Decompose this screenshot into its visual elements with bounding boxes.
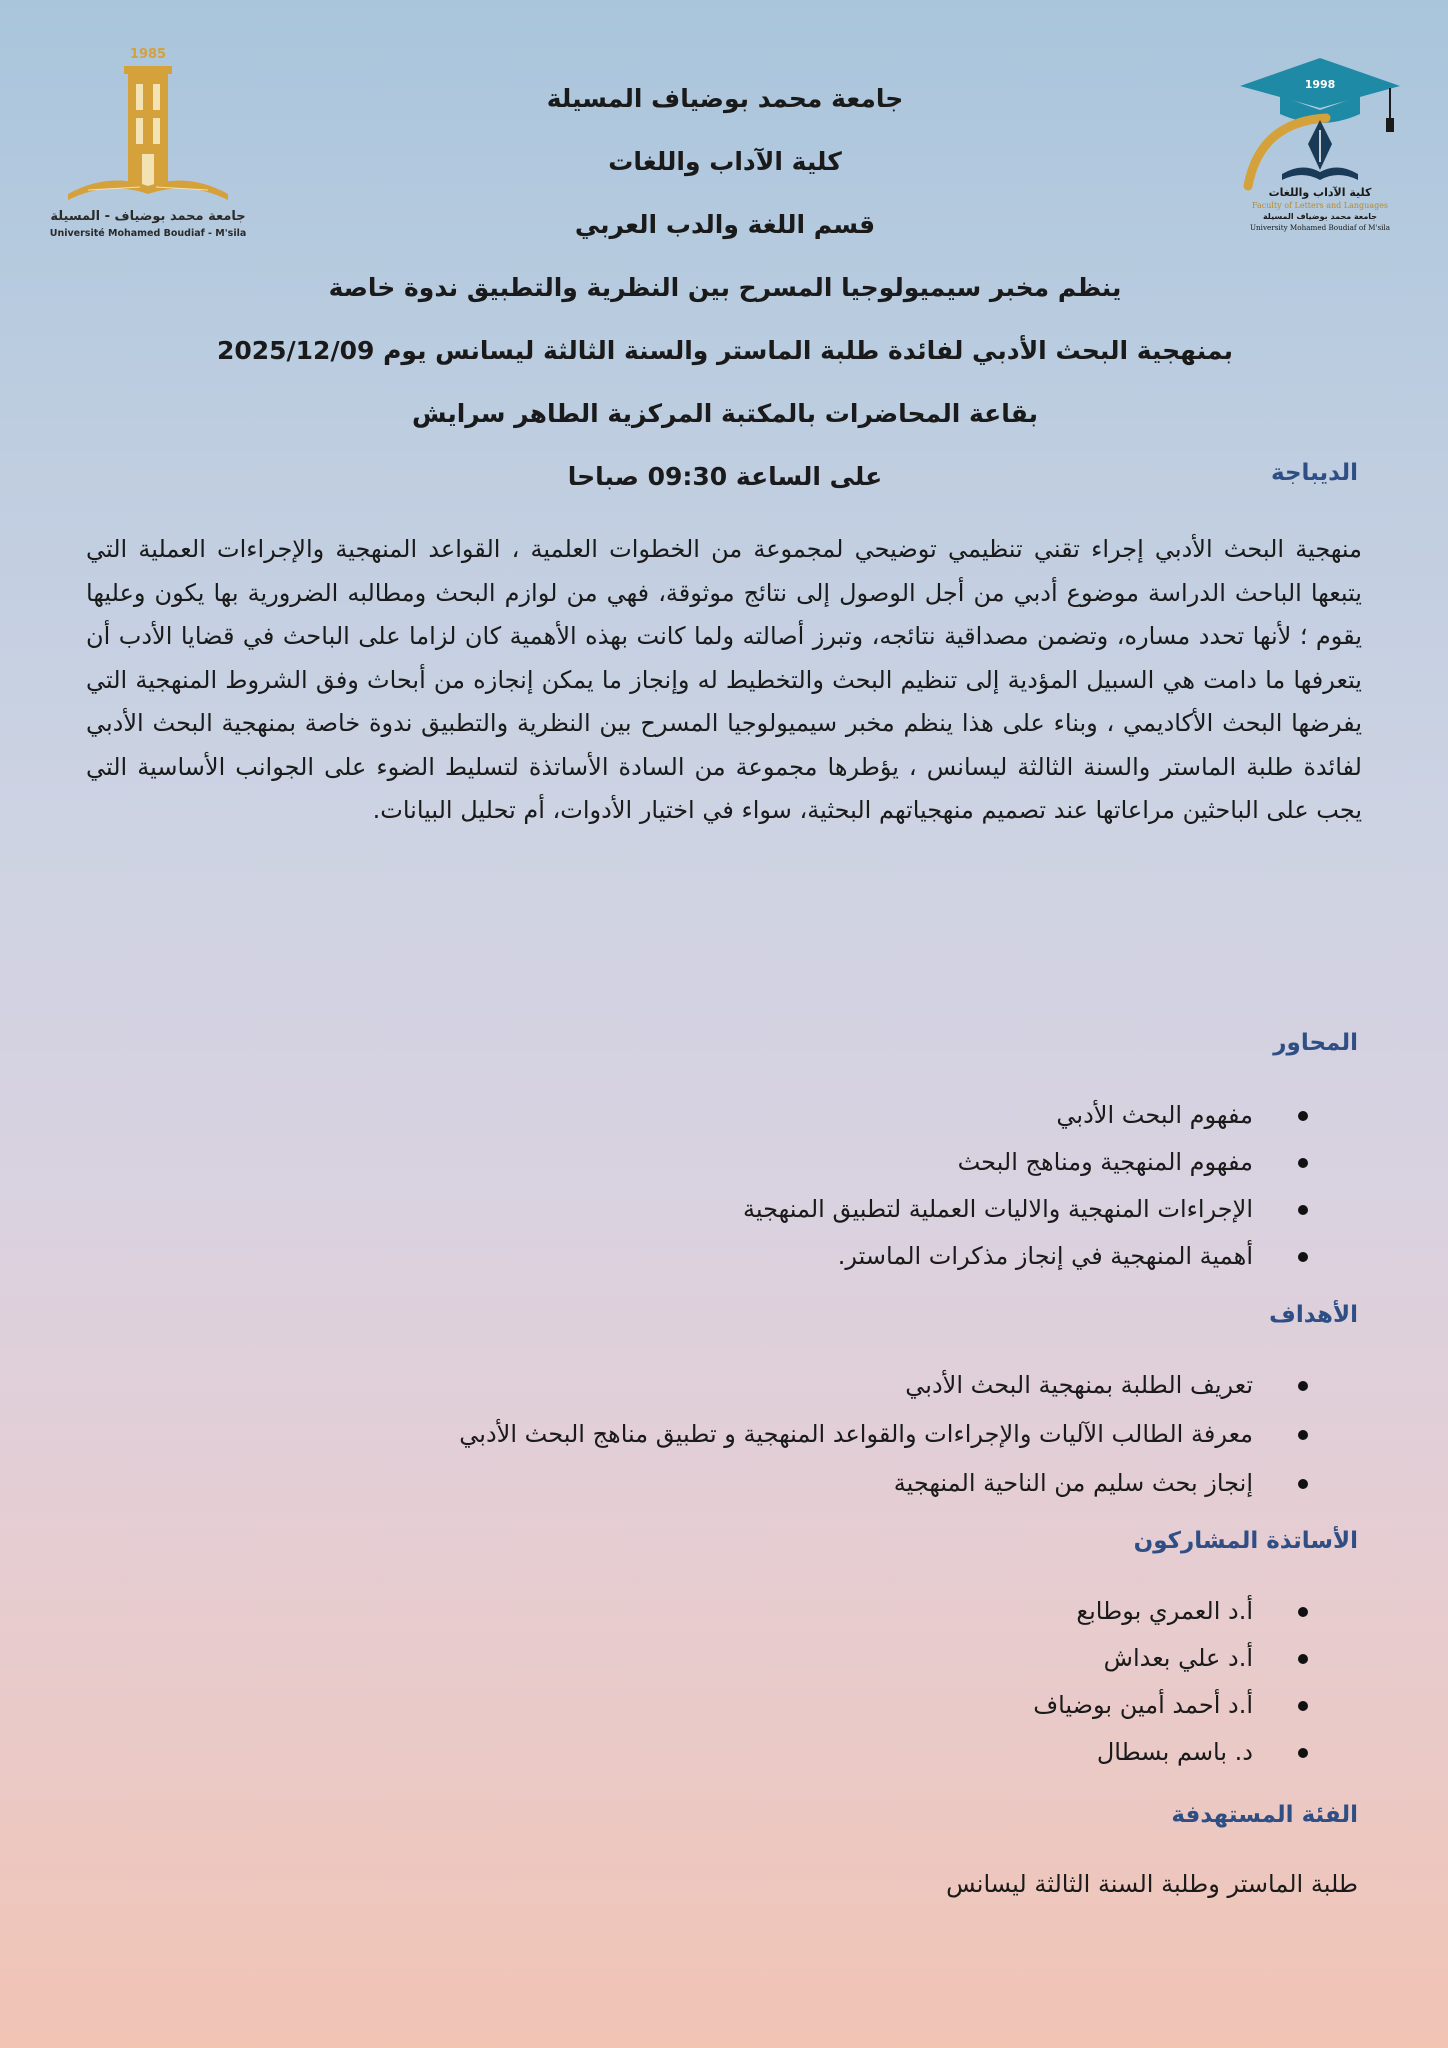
logo-faculty-en: Faculty of Letters and Languages [1251,201,1389,210]
goals-heading: الأهداف [1269,1302,1358,1328]
logo-university-ar: جامعة محمد بوضياف المسيلة [1262,212,1378,221]
list-item: إنجاز بحث سليم من الناحية المنهجية [459,1468,1308,1498]
list-item: أهمية المنهجية في إنجاز مذكرات الماستر. [743,1241,1308,1271]
participants-list [1033,1596,1308,1767]
logo-university-en: University Mohamed Boudiaf of M'sila [1249,223,1391,232]
list-item: أ.د علي بعداش [1033,1643,1308,1673]
announcement-line-1: ينظم مخبر سيميولوجيا المسرح بين النظرية والتطبيق ندوة خاصة [328,273,1122,302]
university-title: جامعة محمد بوضياف المسيلة [546,84,904,113]
logo-name-fr: Université Mohamed Boudiaf - M'sila [49,228,247,239]
department-title: قسم اللغة والدب العربي [574,210,876,239]
participants-heading: الأساتذة المشاركون [1133,1528,1358,1554]
target-heading: الفئة المستهدفة [1171,1802,1358,1828]
goals-list [459,1370,1308,1498]
target-audience: طلبة الماستر وطلبة السنة الثالثة ليسانس [946,1870,1358,1898]
preamble-heading: الديباجة [1271,460,1358,486]
list-item: أ.د أحمد أمين بوضياف [1033,1690,1308,1720]
document-header [200,84,1250,492]
list-item: تعريف الطلبة بمنهجية البحث الأدبي [459,1370,1308,1400]
list-item: معرفة الطالب الآليات والإجراءات والقواعد المنهجية و تطبيق مناهج البحث الأدبي [459,1419,1308,1449]
list-item: مفهوم البحث الأدبي [743,1100,1308,1130]
venue-line: بقاعة المحاضرات بالمكتبة المركزية الطاهر سرايش [411,399,1038,428]
time-line: على الساعة 09:30 صباحا [567,462,883,491]
logo-year: 1998 [1304,78,1336,91]
list-item: د. باسم بسطال [1033,1737,1308,1767]
list-item: الإجراءات المنهجية والاليات العملية لتطبيق المنهجية [743,1194,1308,1224]
list-item: أ.د العمري بوطابع [1033,1596,1308,1626]
faculty-logo [1230,58,1410,238]
preamble-paragraph: منهجية البحث الأدبي إجراء تقني تنظيمي توضيحي لمجموعة من الخطوات العلمية ، القواعد المنهجية والإجراءات العملية التي يتبعها الباحث الدراسة موضوع أدبي من أجل الوصول إلى نتائج موثوقة، فهي من لوازم البحث ومطالبه الضرورية بها يكون وعليها يقوم ؛ لأنها تحدد مساره، وتضمن مصداقية نتائجه، وتبرز أصالته ولما كانت بهذه الأهمية كان لزاما على الباحث في قضايا الأدب أن يتعرفها ما دامت هي السبيل المؤدية إلى تنظيم البحث والتخطيط له وإنجاز ما يمكن إنجازه من أبحاث وفق الشروط المنهجية التي يفرضها البحث الأكاديمي ، وبناء على هذا ينظم مخبر سيميولوجيا المسرح بين النظرية والتطبيق ندوة خاصة بمنهجية البحث الأدبي لفائدة طلبة الماستر والسنة الثالثة ليسانس ، يؤطرها مجموعة من السادة الأساتذة لتسليط الضوء على الجوانب الأساسية التي يجب على الباحثين مراعاتها عند تصميم منهجياتهم البحثية، سواء في اختيار الأدوات، أم تحليل البيانات. [86,535,1362,824]
axes-heading: المحاور [1273,1030,1358,1056]
list-item: مفهوم المنهجية ومناهج البحث [743,1147,1308,1177]
faculty-title: كلية الآداب واللغات [608,147,842,176]
logo-year: 1985 [129,47,167,62]
logo-name-ar: جامعة محمد بوضياف - المسيلة [50,209,246,224]
axes-list [743,1100,1308,1271]
logo-faculty-ar: كلية الآداب واللغات [1268,186,1372,199]
announcement-line-2: بمنهجية البحث الأدبي لفائدة طلبة الماستر والسنة الثالثة ليسانس يوم 2025/12/09 [216,336,1234,365]
